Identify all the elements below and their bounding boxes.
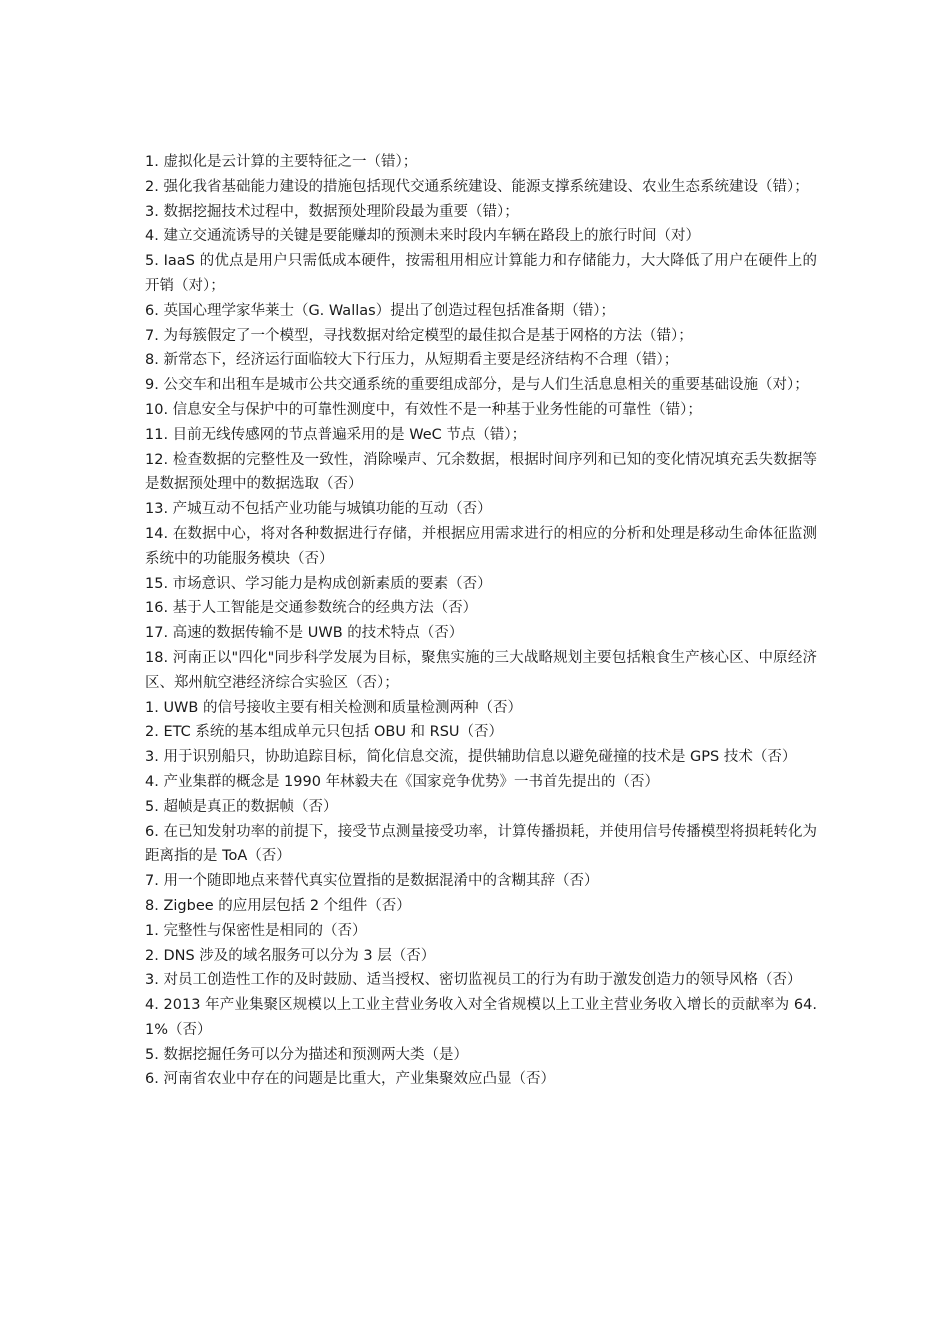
list-item: 12. 检查数据的完整性及一致性，消除噪声、冗余数据，根据时间序列和已知的变化情况填充丢失数据等是数据预处理中的数据选取（否） <box>145 451 817 493</box>
list-item: 9. 公交车和出租车是城市公共交通系统的重要组成部分，是与人们生活息息相关的重要基础设施（对）； <box>145 377 809 394</box>
list-item: 3. 数据挖掘技术过程中，数据预处理阶段最为重要（错）； <box>145 203 519 220</box>
document-page <box>145 150 817 1092</box>
list-item: 17. 高速的数据传输不是 UWB 的技术特点（否） <box>145 625 464 642</box>
list-item: 18. 河南正以"四化"同步科学发展为目标，聚焦实施的三大战略规划主要包括粮食生产核心区、中原经济区、郑州航空港经济综合实验区（否）； <box>145 649 817 691</box>
list-item: 5. 数据挖掘任务可以分为描述和预测两大类（是） <box>145 1046 468 1063</box>
list-item: 4. 建立交通流诱导的关键是要能赚却的预测未来时段内车辆在路段上的旅行时间（对） <box>145 228 700 245</box>
list-item: 14. 在数据中心，将对各种数据进行存储，并根据应用需求进行的相应的分析和处理是移动生命体征监测系统中的功能服务模块（否） <box>145 525 817 567</box>
list-item: 4. 产业集群的概念是 1990 年林毅夫在《国家竞争优势》一书首先提出的（否） <box>145 773 660 790</box>
list-item: 6. 英国心理学家华莱士（G. Wallas）提出了创造过程包括准备期（错）； <box>145 302 615 319</box>
list-item: 16. 基于人工智能是交通参数统合的经典方法（否） <box>145 600 478 617</box>
list-item: 1. 虚拟化是云计算的主要特征之一（错）； <box>145 154 418 170</box>
list-item: 7. 为每簇假定了一个模型，寻找数据对给定模型的最佳拟合是基于网格的方法（错）； <box>145 327 693 344</box>
list-item: 2. 强化我省基础能力建设的措施包括现代交通系统建设、能源支撑系统建设、农业生态系统建设（错）； <box>145 178 809 195</box>
list-item: 5. 超帧是真正的数据帧（否） <box>145 798 338 815</box>
list-item: 11. 目前无线传感网的节点普遍采用的是 WeC 节点（错）； <box>145 426 527 443</box>
list-item: 8. 新常态下，经济运行面临较大下行压力，从短期看主要是经济结构不合理（错）； <box>145 352 679 369</box>
list-item: 2. ETC 系统的基本组成单元只包括 OBU 和 RSU（否） <box>145 724 504 741</box>
list-item: 4. 2013 年产业集聚区规模以上工业主营业务收入对全省规模以上工业主营业务收入增长的贡献率为 64.1%（否） <box>145 997 817 1038</box>
list-item: 1. 完整性与保密性是相同的（否） <box>145 922 367 939</box>
list-item: 8. Zigbee 的应用层包括 2 个组件（否） <box>145 897 411 914</box>
list-item: 5. IaaS 的优点是用户只需低成本硬件，按需租用相应计算能力和存储能力，大大降低了用户在硬件上的开销（对）； <box>145 253 817 294</box>
list-item: 2. DNS 涉及的域名服务可以分为 3 层（否） <box>145 947 436 964</box>
list-item: 6. 在已知发射功率的前提下，接受节点测量接受功率，计算传播损耗，并使用信号传播模型将损耗转化为距离指的是 ToA（否） <box>145 823 817 865</box>
list-item: 3. 对员工创造性工作的及时鼓励、适当授权、密切监视员工的行为有助于激发创造力的领导风格（否） <box>145 972 802 989</box>
list-item: 15. 市场意识、学习能力是构成创新素质的要素（否） <box>145 575 492 592</box>
list-item: 10. 信息安全与保护中的可靠性测度中，有效性不是一种基于业务性能的可靠性（错）； <box>145 401 702 418</box>
list-item: 1. UWB 的信号接收主要有相关检测和质量检测两种（否） <box>145 699 522 716</box>
list-item: 3. 用于识别船只，协助追踪目标，简化信息交流，提供辅助信息以避免碰撞的技术是 GPS 技术（否） <box>145 749 797 766</box>
list-item: 6. 河南省农业中存在的问题是比重大，产业集聚效应凸显（否） <box>145 1071 555 1088</box>
list-item: 13. 产城互动不包括产业功能与城镇功能的互动（否） <box>145 501 492 518</box>
list-item: 7. 用一个随即地点来替代真实位置指的是数据混淆中的含糊其辞（否） <box>145 873 599 890</box>
